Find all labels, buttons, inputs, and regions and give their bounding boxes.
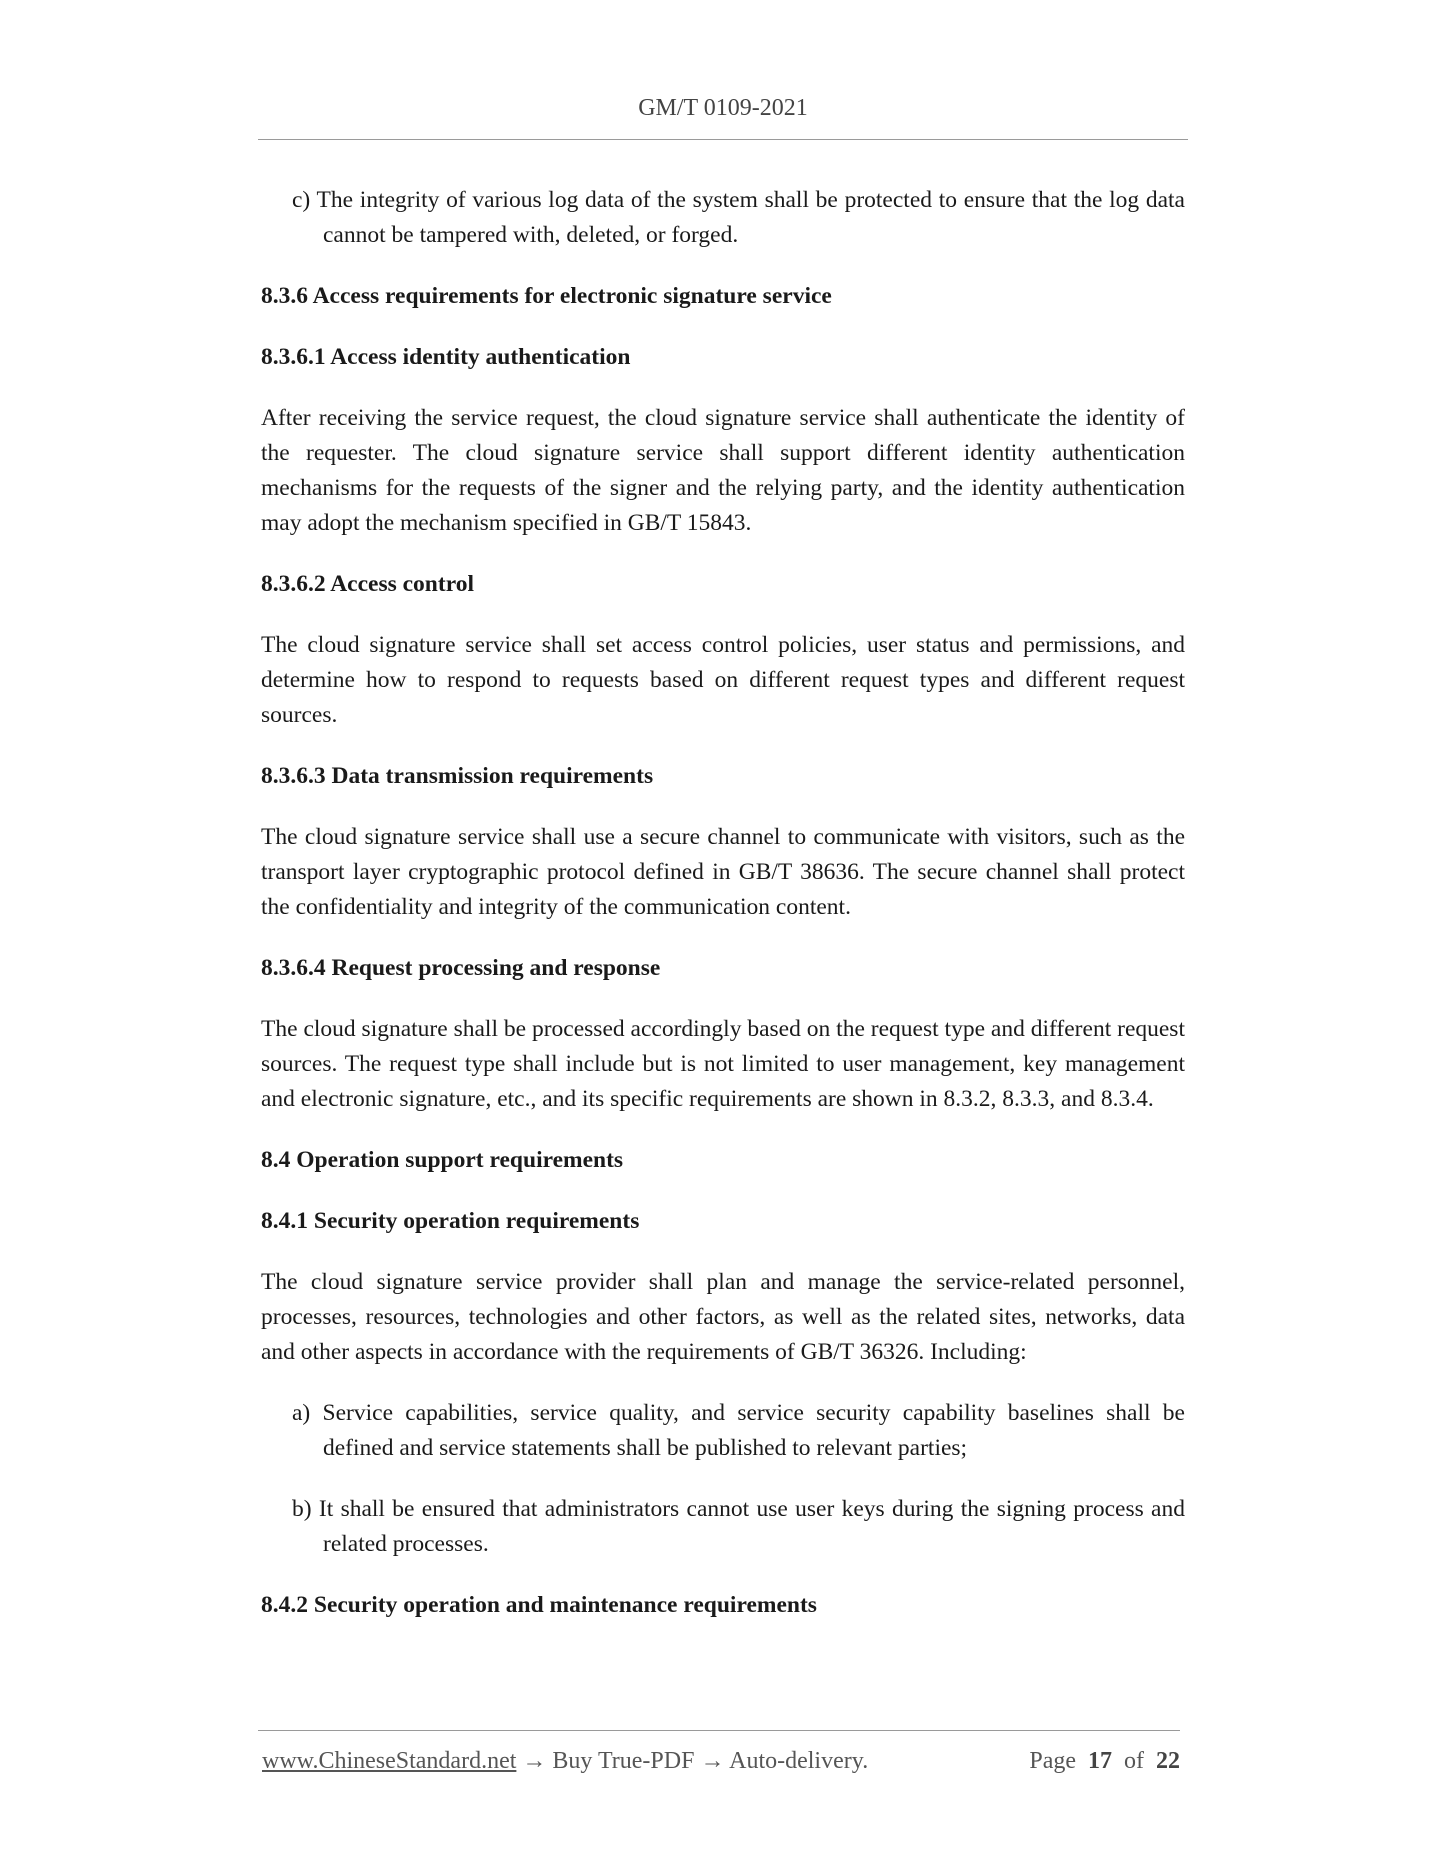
section-heading-8-3-6: 8.3.6 Access requirements for electronic signature service (261, 283, 832, 309)
paragraph-access-control: The cloud signature service shall set access control policies, user status and permissions, and determine how to respond to requests based on different request types and different request sources. (261, 632, 1185, 728)
list-item-b: b) It shall be ensured that administrators cannot use user keys during the signing process and related processes. (292, 1496, 1185, 1557)
section-heading-8-3-6-3: 8.3.6.3 Data transmission requirements (261, 763, 654, 789)
list-item-c: c) The integrity of various log data of the system shall be protected to ensure that the log data cannot be tampered with, deleted, or forged. (292, 187, 1185, 248)
paragraph-data-transmission: The cloud signature service shall use a secure channel to communicate with visitors, such as the transport layer cryptographic protocol defined in GB/T 38636. The secure channel shall protect the confidentiality and integrity of the communication content. (261, 824, 1185, 920)
paragraph-security-operation: The cloud signature service provider shall plan and manage the service-related personnel, processes, resources, technologies and other factors, as well as the related sites, networks, data and other aspects in accordance with the requirements of GB/T 36326. Including: (261, 1269, 1185, 1365)
section-heading-8-3-6-4: 8.3.6.4 Request processing and response (261, 955, 661, 981)
document-code-header: GM/T 0109-2021 (638, 95, 808, 121)
chinesestandard-link[interactable]: www.ChineseStandard.net (262, 1748, 517, 1774)
section-heading-8-4-2: 8.4.2 Security operation and maintenance requirements (261, 1592, 817, 1618)
page-current: 17 (1088, 1748, 1112, 1774)
section-heading-8-3-6-2: 8.3.6.2 Access control (261, 571, 474, 597)
page-of: of (1124, 1748, 1144, 1774)
section-heading-8-4: 8.4 Operation support requirements (261, 1147, 624, 1173)
footer-promo-text: → Buy True-PDF → Auto-delivery. (516, 1748, 869, 1774)
page-label: Page (1029, 1748, 1076, 1774)
paragraph-request-processing: The cloud signature shall be processed accordingly based on the request type and different request sources. The request type shall include but is not limited to user management, key management and electronic signature, etc., and its specific requirements are shown in 8.3.2, 8.3.3, and 8.3.4. (261, 1016, 1185, 1112)
footer-promo (262, 1748, 868, 1775)
page-number (1029, 1748, 1180, 1775)
list-item-a: a) Service capabilities, service quality, and service security capability baselines shall be defined and service statements shall be published to relevant parties; (292, 1400, 1185, 1461)
footer-divider (258, 1730, 1180, 1731)
document-body (261, 183, 1185, 1649)
page-total: 22 (1156, 1748, 1180, 1774)
section-heading-8-4-1: 8.4.1 Security operation requirements (261, 1208, 640, 1234)
paragraph-identity-authentication: After receiving the service request, the cloud signature service shall authenticate the identity of the requester. The cloud signature service shall support different identity authentication mechanisms for the requests of the signer and the relying party, and the identity authentication may adopt the mechanism specified in GB/T 15843. (261, 405, 1185, 536)
section-heading-8-3-6-1: 8.3.6.1 Access identity authentication (261, 344, 631, 370)
header-divider (258, 139, 1188, 140)
